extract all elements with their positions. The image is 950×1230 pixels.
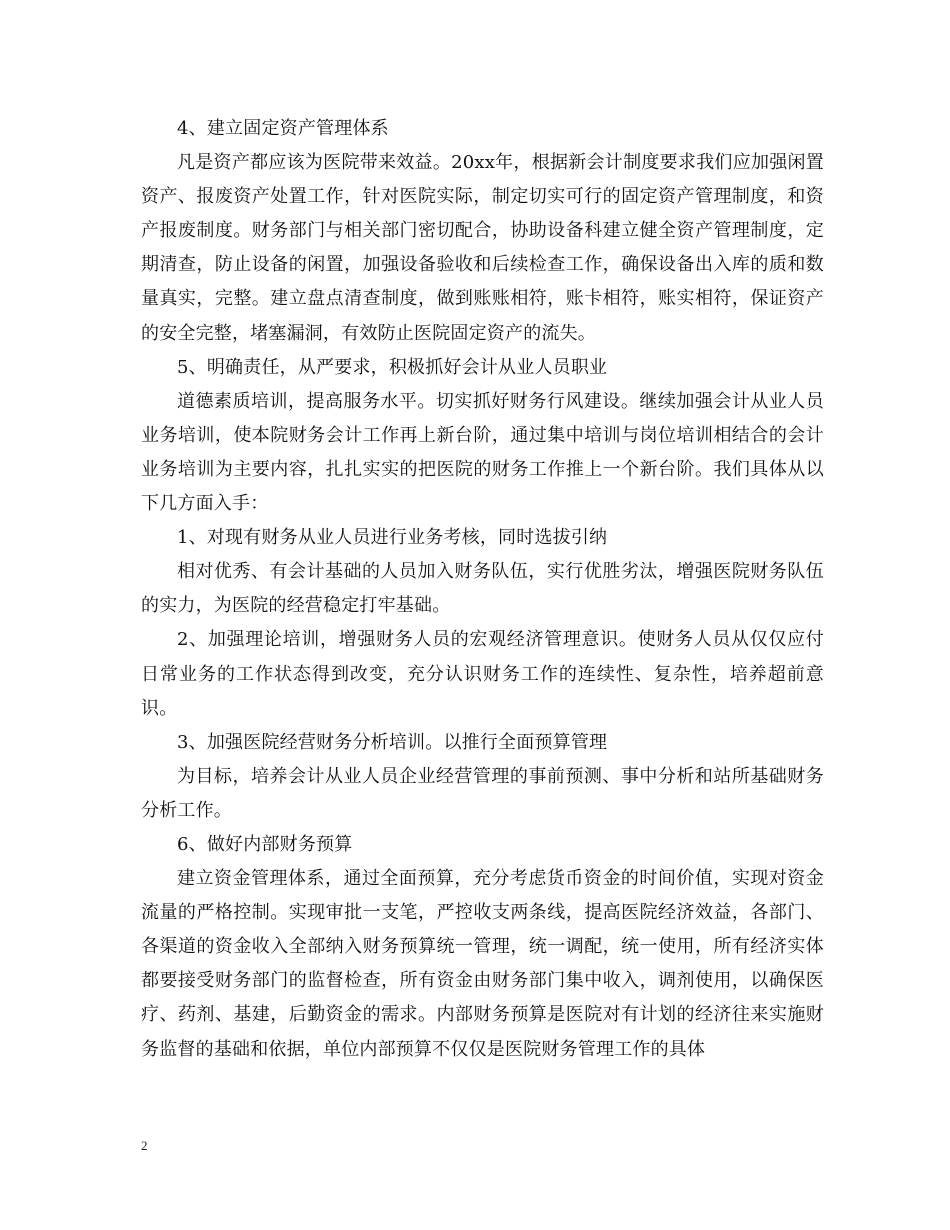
section-heading-fixed-assets: 4、建立固定资产管理体系: [177, 118, 389, 139]
paragraph-assessment: 相对优秀、有会计基础的人员加入财务队伍，实行优胜劣汰，增强医院财务队伍的实力，为医院的经营稳定打牢基础。: [141, 561, 824, 617]
paragraph-analysis-training: 为目标，培养会计从业人员企业经营管理的事前预测、事中分析和站所基础财务分析工作。: [141, 765, 824, 821]
list-item-analysis-training: 3、加强医院经营财务分析培训。以推行全面预算管理: [177, 731, 608, 753]
list-item-theory-training: 2、加强理论培训，增强财务人员的宏观经济管理意识。使财务人员从仅仅应付日常业务的工作状态得到改变，充分认识财务工作的连续性、复杂性，培养超前意识。: [141, 629, 824, 719]
document-body: [141, 112, 824, 1067]
paragraph-fixed-assets: 凡是资产都应该为医院带来效益。20xx年，根据新会计制度要求我们应加强闲置资产、报废资产处置工作，针对医院实际，制定切实可行的固定资产管理制度，和资产报废制度。财务部门与相关部门密切配合，协助设备科建立健全资产管理制度，定期清查，防止设备的闲置，加强设备验收和后续检查工作，确保设备出入库的质和数量真实，完整。建立盘点清查制度，做到账账相符，账卡相符，账实相符，保证资产的安全完整，堵塞漏洞，有效防止医院固定资产的流失。: [141, 152, 824, 344]
paragraph-ethics-training: 道德素质培训，提高服务水平。切实抓好财务行风建设。继续加强会计从业人员业务培训，使本院财务会计工作再上新台阶，通过集中培训与岗位培训相结合的会计业务培训为主要内容，扎扎实实的把医院的财务工作推上一个新台阶。我们具体从以下几方面入手：: [141, 390, 824, 515]
list-item-assessment: 1、对现有财务从业人员进行业务考核，同时选拔引纳: [177, 527, 608, 549]
paragraph-budget: 建立资金管理体系，通过全面预算，充分考虑货币资金的时间价值，实现对资金流量的严格控制。实现审批一支笔，严控收支两条线，提高医院经济效益，各部门、各渠道的资金收入全部纳入财务预算统一管理，统一调配，统一使用，所有经济实体都要接受财务部门的监督检查，所有资金由财务部门集中收入，调剂使用，以确保医疗、药剂、基建，后勤资金的需求。内部财务预算是医院对有计划的经济往来实施财务监督的基础和依据，单位内部预算不仅仅是医院财务管理工作的具体: [141, 868, 824, 1060]
page-number: 2: [141, 1138, 148, 1153]
section-heading-budget: 6、做好内部财务预算: [177, 833, 353, 855]
section-heading-responsibility: 5、明确责任，从严要求，积极抓好会计从业人员职业: [177, 356, 608, 378]
